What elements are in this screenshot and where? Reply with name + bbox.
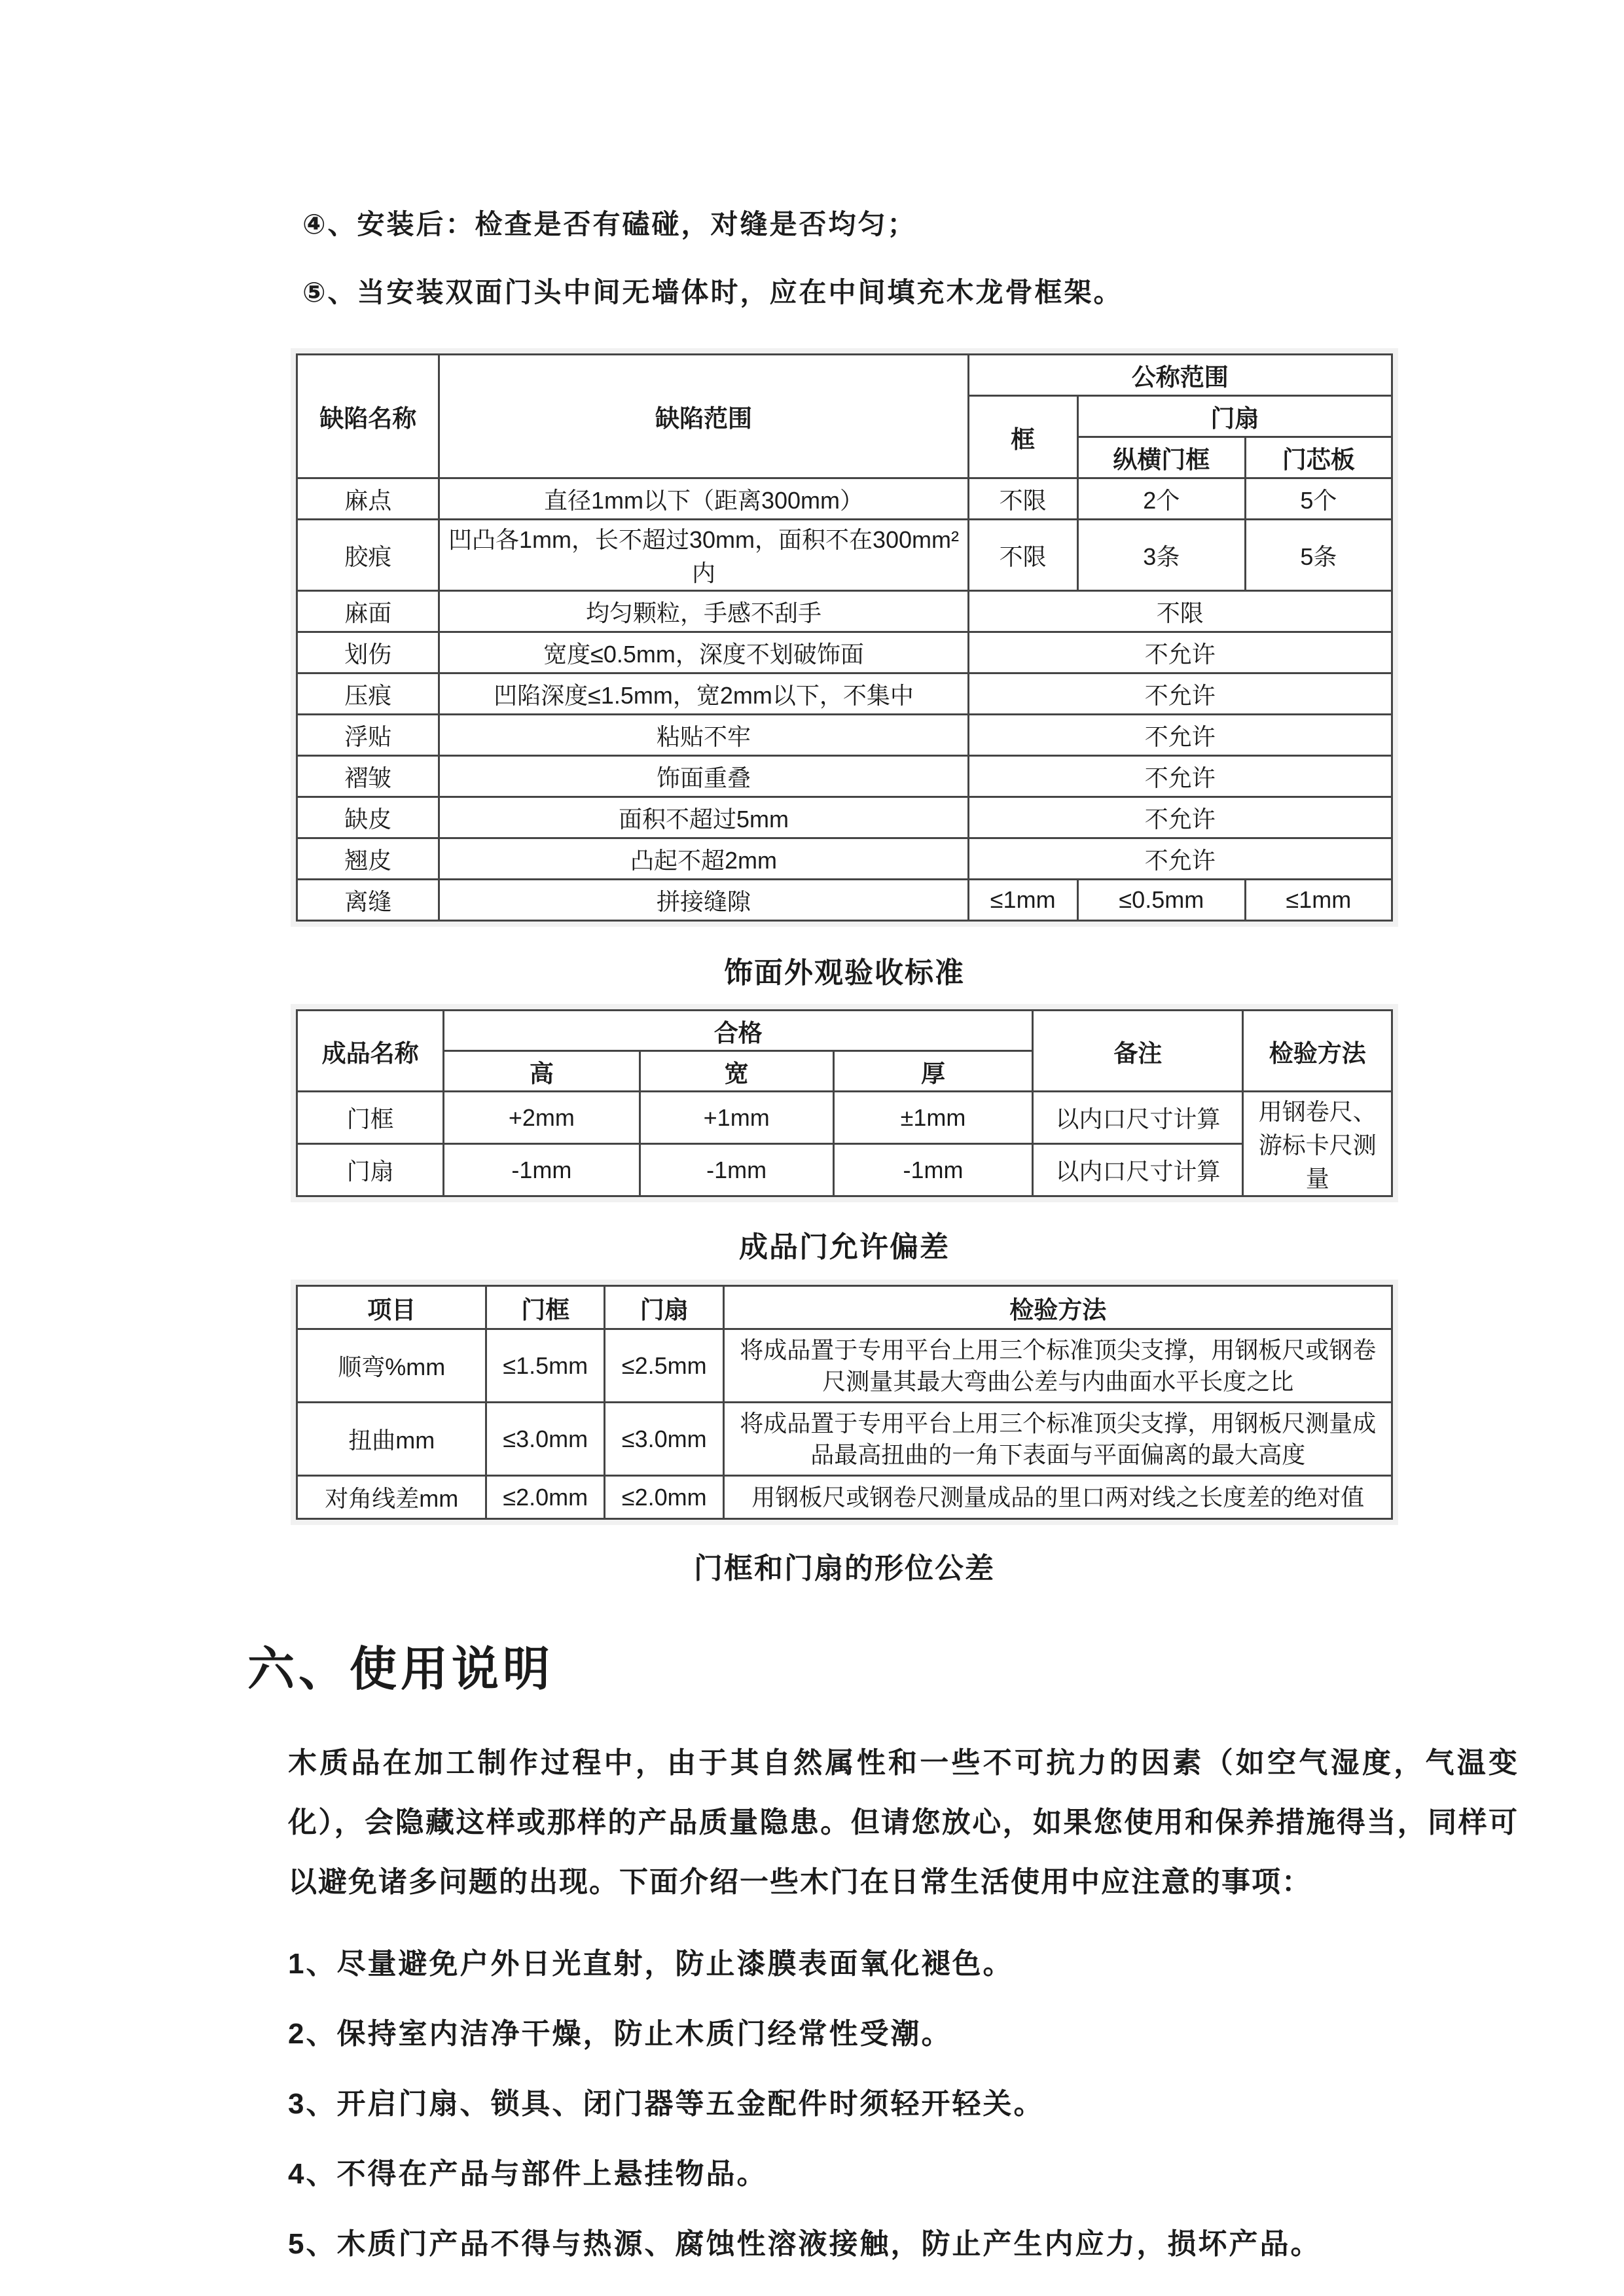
width-cell: -1mm	[640, 1144, 833, 1196]
defect-name-cell: 浮贴	[297, 715, 439, 756]
leaf-cell: ≤2.5mm	[605, 1329, 724, 1403]
col-header-product-name: 成品名称	[297, 1011, 444, 1092]
defect-range-cell: 直径1mm以下（距离300mm）	[439, 478, 968, 520]
limit-cell: 不允许	[968, 632, 1392, 673]
defect-range-cell: 凹陷深度≤1.5mm，宽2mm以下，不集中	[439, 673, 968, 715]
frame-cell: ≤1.5mm	[486, 1329, 605, 1403]
table-row	[297, 1476, 1392, 1519]
thickness-cell: ±1mm	[833, 1092, 1032, 1144]
defect-range-cell: 宽度≤0.5mm，深度不划破饰面	[439, 632, 968, 673]
table-row	[297, 756, 1392, 797]
col-header-method: 检验方法	[1243, 1011, 1392, 1092]
method-cell: 用钢卷尺、游标卡尺测量	[1243, 1092, 1392, 1196]
finished-door-deviation-table	[296, 1009, 1393, 1197]
usage-item-3: 3、开启门扇、锁具、闭门器等五金配件时须轻开轻关。	[288, 2088, 1045, 2120]
limit-cell: 不允许	[968, 797, 1392, 838]
table-row	[297, 880, 1392, 921]
limit-cell: 不限	[968, 591, 1392, 632]
defect-range-cell: 面积不超过5mm	[439, 797, 968, 838]
width-cell: +1mm	[640, 1092, 833, 1144]
col-header-defect-range: 缺陷范围	[439, 355, 968, 478]
table-row	[297, 1092, 1392, 1144]
surface-defect-table-wrap	[291, 348, 1398, 927]
usage-paragraph: 木质品在加工制作过程中，由于其自然属性和一些不可抗力的因素（如空气湿度，气温变化），会隐藏这样或那样的产品质量隐患。但请您放心，如果您使用和保养措施得当，同样可以避免诸多问题的出现。下面介绍一些木门在日常生活使用中应注意的事项：	[288, 1747, 1519, 1898]
install-note-4: ④、安装后：检查是否有磕碰，对缝是否均匀；	[302, 209, 917, 240]
item-cell: 顺弯%mm	[297, 1329, 486, 1403]
frame-cell: ≤1mm	[968, 880, 1077, 921]
col-header-door-leaf: 门扇	[1077, 396, 1392, 437]
defect-name-cell: 胶痕	[297, 520, 439, 591]
finished-door-deviation-table-wrap	[291, 1004, 1398, 1202]
method-cell: 用钢板尺或钢卷尺测量成品的里口两对线之长度差的绝对值	[724, 1476, 1392, 1519]
method-cell: 将成品置于专用平台上用三个标准顶尖支撑，用钢板尺测量成品最高扭曲的一角下表面与平面偏离的最大高度	[724, 1403, 1392, 1476]
col-header-nominal-range: 公称范围	[968, 355, 1392, 396]
usage-item-1: 1、尽量避免户外日光直射，防止漆膜表面氧化褪色。	[288, 1948, 1014, 1980]
remark-cell: 以内口尺寸计算	[1033, 1092, 1243, 1144]
usage-item-2: 2、保持室内洁净干燥，防止木质门经常性受潮。	[288, 2018, 952, 2050]
limit-cell: 不允许	[968, 715, 1392, 756]
defect-name-cell: 划伤	[297, 632, 439, 673]
table-row	[297, 478, 1392, 520]
defect-range-cell: 粘贴不牢	[439, 715, 968, 756]
table-row	[297, 1403, 1392, 1476]
usage-item-4: 4、不得在产品与部件上悬挂物品。	[288, 2158, 768, 2190]
core-cell: ≤1mm	[1245, 880, 1392, 921]
section-title-usage: 六、使用说明	[247, 1643, 554, 1696]
col-header-width: 宽	[640, 1051, 833, 1092]
height-cell: +2mm	[444, 1092, 640, 1144]
defect-range-cell: 凸起不超2mm	[439, 838, 968, 880]
col-header-defect-name: 缺陷名称	[297, 355, 439, 478]
stile-cell: ≤0.5mm	[1077, 880, 1245, 921]
col-header-height: 高	[444, 1051, 640, 1092]
stile-cell: 3条	[1077, 520, 1245, 591]
method-cell: 将成品置于专用平台上用三个标准顶尖支撑，用钢板尺或钢卷尺测量其最大弯曲公差与内曲面水平长度之比	[724, 1329, 1392, 1403]
col-header-frame: 门框	[486, 1286, 605, 1329]
defect-range-cell: 拼接缝隙	[439, 880, 968, 921]
install-note-5: ⑤、当安装双面门头中间无墙体时，应在中间填充木龙骨框架。	[302, 277, 1123, 308]
col-header-item: 项目	[297, 1286, 486, 1329]
defect-name-cell: 压痕	[297, 673, 439, 715]
table1-caption: 饰面外观验收标准	[724, 957, 965, 989]
defect-name-cell: 翘皮	[297, 838, 439, 880]
table-row	[297, 520, 1392, 591]
thickness-cell: -1mm	[833, 1144, 1032, 1196]
table-row	[297, 673, 1392, 715]
defect-name-cell: 离缝	[297, 880, 439, 921]
table-row	[297, 591, 1392, 632]
product-name-cell: 门框	[297, 1092, 444, 1144]
limit-cell: 不允许	[968, 756, 1392, 797]
defect-name-cell: 褶皱	[297, 756, 439, 797]
remark-cell: 以内口尺寸计算	[1033, 1144, 1243, 1196]
leaf-cell: ≤3.0mm	[605, 1403, 724, 1476]
defect-range-cell: 凹凸各1mm，长不超过30mm，面积不在300mm²内	[439, 520, 968, 591]
limit-cell: 不允许	[968, 838, 1392, 880]
item-cell: 对角线差mm	[297, 1476, 486, 1519]
product-name-cell: 门扇	[297, 1144, 444, 1196]
table2-caption: 成品门允许偏差	[739, 1231, 950, 1263]
col-header-remark: 备注	[1033, 1011, 1243, 1092]
col-header-frame: 框	[968, 396, 1077, 478]
usage-item-5: 5、木质门产品不得与热源、腐蚀性溶液接触，防止产生内应力，损坏产品。	[288, 2228, 1322, 2260]
item-cell: 扭曲mm	[297, 1403, 486, 1476]
surface-defect-table	[296, 353, 1393, 922]
stile-cell: 2个	[1077, 478, 1245, 520]
table3-caption: 门框和门扇的形位公差	[694, 1552, 995, 1585]
defect-name-cell: 缺皮	[297, 797, 439, 838]
defect-name-cell: 麻面	[297, 591, 439, 632]
col-header-core-panel: 门芯板	[1245, 437, 1392, 478]
col-header-stile-rail: 纵横门框	[1077, 437, 1245, 478]
tolerance-table-wrap	[291, 1280, 1398, 1525]
frame-cell: 不限	[968, 520, 1077, 591]
col-header-pass: 合格	[444, 1011, 1033, 1051]
frame-cell: 不限	[968, 478, 1077, 520]
col-header-thickness: 厚	[833, 1051, 1032, 1092]
core-cell: 5个	[1245, 478, 1392, 520]
frame-cell: ≤3.0mm	[486, 1403, 605, 1476]
col-header-method: 检验方法	[724, 1286, 1392, 1329]
height-cell: -1mm	[444, 1144, 640, 1196]
core-cell: 5条	[1245, 520, 1392, 591]
frame-cell: ≤2.0mm	[486, 1476, 605, 1519]
table-row	[297, 1329, 1392, 1403]
table-row	[297, 715, 1392, 756]
defect-range-cell: 饰面重叠	[439, 756, 968, 797]
col-header-leaf: 门扇	[605, 1286, 724, 1329]
defect-range-cell: 均匀颗粒，手感不刮手	[439, 591, 968, 632]
limit-cell: 不允许	[968, 673, 1392, 715]
leaf-cell: ≤2.0mm	[605, 1476, 724, 1519]
tolerance-table	[296, 1285, 1393, 1520]
defect-name-cell: 麻点	[297, 478, 439, 520]
table-row	[297, 1144, 1392, 1196]
table-row	[297, 838, 1392, 880]
table-row	[297, 632, 1392, 673]
table-row	[297, 797, 1392, 838]
